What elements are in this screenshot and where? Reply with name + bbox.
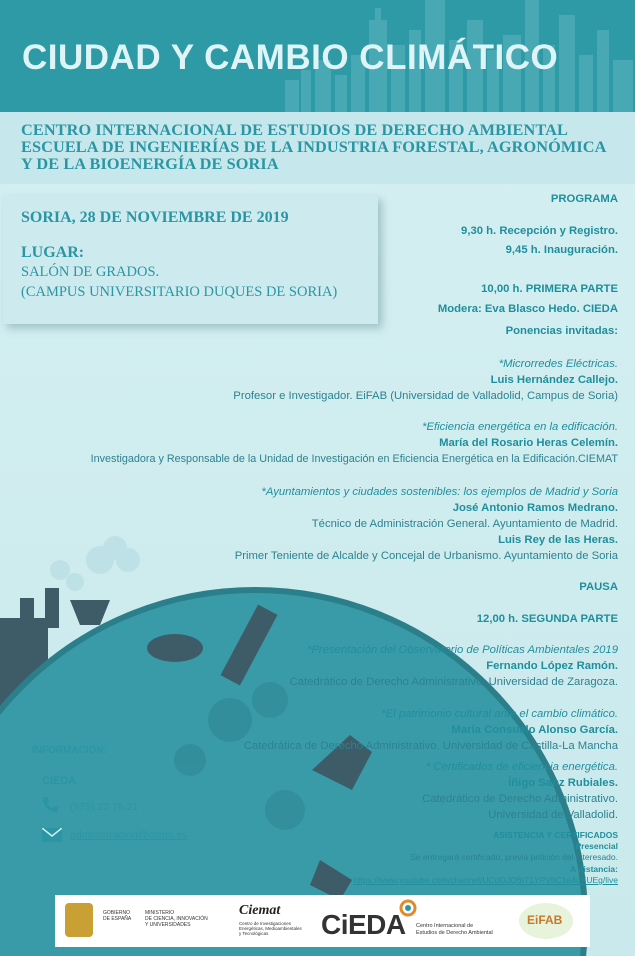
contact-org: CIEDA — [42, 775, 77, 787]
institution-line: ESCUELA DE INGENIERÍAS DE LA INDUSTRIA FORESTAL, AGRONÓMICA — [21, 137, 607, 156]
speaker-name: Luis Hernández Callejo. — [490, 374, 618, 386]
gob-line: GOBIERNO — [103, 910, 130, 916]
speaker-name: María del Rosario Heras Celemín. — [439, 437, 618, 449]
cieda-sub: Estudios de Derecho Ambiental — [416, 930, 493, 936]
speaker-affiliation: Catedrático de Derecho Administrativo. — [422, 793, 618, 805]
ciemat-sub: Centro de Investigaciones — [239, 921, 292, 926]
phone-icon — [42, 795, 60, 813]
venue-label: LUGAR: — [21, 244, 85, 261]
attendance-note: Se entregará certificado, previa petición del interesado. — [410, 852, 618, 862]
sponsor-logos-bar — [55, 895, 590, 947]
cieda-sub: Centro Internacional de — [416, 923, 474, 929]
ciemat-sub: Energéticas, Medioambientales — [239, 926, 302, 931]
session-heading: 10,00 h. PRIMERA PARTE — [481, 283, 618, 295]
page-title: CIUDAD Y CAMBIO CLIMÁTICO — [22, 38, 559, 77]
coat-of-arms-icon — [65, 903, 93, 937]
cieda-logo — [319, 895, 499, 947]
speaker-name: Fernando López Ramón. — [486, 660, 618, 672]
ciemat-name: Ciemat — [239, 903, 281, 918]
cieda-name: CiEDA — [321, 909, 406, 940]
attendance-mode: Presencial — [575, 841, 618, 851]
eifab-name: EiFAB — [527, 913, 563, 927]
session-heading: 12,00 h. SEGUNDA PARTE — [476, 613, 618, 625]
speaker-affiliation: Universidad de Valladolid. — [488, 809, 618, 821]
institution-line: Y DE LA BIOENERGÍA DE SORIA — [21, 154, 279, 173]
program-heading: PROGRAMA — [550, 193, 618, 205]
eifab-logo — [511, 895, 583, 947]
envelope-icon — [42, 828, 62, 842]
program-item: 9,30 h. Recepción y Registro. — [461, 225, 618, 237]
talk-title: *Eficiencia energética en la edificación. — [422, 421, 618, 433]
event-info-box — [3, 196, 378, 324]
moderator: Modera: Eva Blasco Hedo. CIEDA — [437, 303, 618, 315]
speaker-affiliation: Catedrática de Derecho Administrativo. Universidad de Castilla-La Mancha — [243, 740, 618, 752]
ciemat-sub: y Tecnológicas — [239, 931, 269, 936]
cieda-emblem-icon — [399, 899, 417, 917]
program-item: 9,45 h. Inauguración. — [505, 244, 618, 256]
gob-line: DE ESPAÑA — [103, 916, 132, 922]
ciemat-logo — [233, 895, 313, 947]
venue-name: SALÓN DE GRADOS. — [21, 264, 160, 280]
gobierno-logo — [55, 895, 227, 947]
ministry-line: DE CIENCIA, INNOVACIÓN — [145, 916, 208, 922]
speaker-name: Luis Rey de las Heras. — [498, 534, 618, 546]
talk-title: * Certificados de eficiencia energética. — [425, 761, 618, 773]
speaker-name: José Antonio Ramos Medrano. — [452, 502, 618, 514]
speaker-affiliation: Técnico de Administración General. Ayuntamiento de Madrid. — [311, 518, 618, 530]
venue-campus: (CAMPUS UNIVERSITARIO DUQUES DE SORIA) — [21, 284, 338, 300]
ministry-line: Y UNIVERSIDADES — [145, 922, 191, 928]
talk-title: *Presentación del Observatorio de Políticas Ambientales 2019 — [306, 644, 618, 656]
ministry-line: MINISTERIO — [145, 910, 175, 916]
talk-title: *El patrimonio cultural ante el cambio climático. — [381, 708, 618, 720]
event-date: SORIA, 28 DE NOVIEMBRE DE 2019 — [21, 209, 289, 226]
speaker-affiliation: Catedrático de Derecho Administrativo. Universidad de Zaragoza. — [289, 676, 618, 688]
attendance-heading: ASISTENCIA Y CERTIFICADOS — [493, 830, 618, 840]
speaker-name: María Consuelo Alonso García. — [451, 724, 618, 736]
speaker-affiliation: Primer Teniente de Alcalde y Concejal de Urbanismo. Ayuntamiento de Soria — [234, 550, 618, 562]
talks-heading: Ponencias invitadas: — [505, 325, 618, 337]
speaker-name: Íñigo Sanz Rubiales. — [508, 777, 618, 789]
talk-title: *Ayuntamientos y ciudades sostenibles: los ejemplos de Madrid y Soria — [261, 486, 618, 498]
contact-email[interactable]: administracion@cieda.es — [70, 829, 188, 841]
institution-line: CENTRO INTERNACIONAL DE ESTUDIOS DE DERECHO AMBIENTAL — [21, 120, 568, 139]
contact-phone: (975) 22 76 21 — [70, 801, 139, 813]
attendance-mode: A distancia: — [570, 864, 618, 874]
speaker-affiliation: Investigadora y Responsable de la Unidad de Investigación en Eficiencia Energética en la Edificación.CIEMAT — [90, 453, 618, 465]
stream-link[interactable]: https://www.youtube.com/channel/UCdOJQ6tT1YPVIIC1e4dXUEg/live — [353, 875, 618, 885]
speaker-affiliation: Profesor e Investigador. EiFAB (Universidad de Valladolid, Campus de Soria) — [233, 390, 618, 402]
break-label: PAUSA — [579, 581, 618, 593]
talk-title: *Microrredes Eléctricas. — [498, 358, 618, 370]
contact-heading: INFORMACIÓN: — [32, 745, 107, 756]
